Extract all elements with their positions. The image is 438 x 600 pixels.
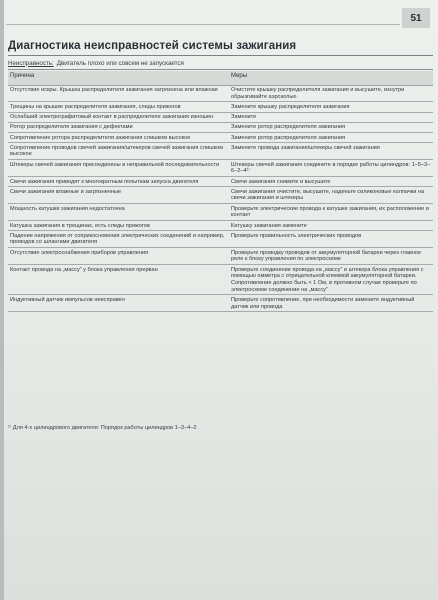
table-row <box>8 85 433 102</box>
measure-cell: Замените крышку распределителя зажигания <box>229 102 433 112</box>
fault-line <box>8 58 428 68</box>
page-number: 51 <box>402 8 430 28</box>
measure-cell: Катушку зажигания замените <box>229 221 433 231</box>
fault-label: Неисправность: <box>8 59 54 67</box>
table-row <box>8 295 433 312</box>
table-row <box>8 231 433 248</box>
fault-divider <box>8 69 433 70</box>
table-row <box>8 221 433 231</box>
column-header-cause: Причина <box>8 71 229 85</box>
cause-cell: Падение напряжения от соприкосновения электрических соединений и например, проводов со шлангами двигателя <box>8 231 229 248</box>
measure-cell: Замените провода зажигания/штекеры свечей зажигания <box>229 143 433 160</box>
cause-cell: Контакт провода на „массу“ у блока управления прерван <box>8 265 229 295</box>
table-row <box>8 265 433 295</box>
table-header-row <box>8 71 433 85</box>
table-row <box>8 204 433 221</box>
table-row <box>8 160 433 177</box>
fault-text: Двигатель плохо или совсем не запускается <box>56 59 184 67</box>
measure-cell: Очистите крышку распределителя зажигания и высушите, изнутри обрызгивайте аэрозолью <box>229 85 433 102</box>
cause-cell: Ротор распределителя зажигания с дефектами <box>8 122 229 132</box>
cause-cell: Мощность катушки зажигания недостаточна <box>8 204 229 221</box>
column-header-measures: Меры <box>229 71 433 85</box>
cause-cell: Катушка зажигания в трещинах, есть следы прижогов <box>8 221 229 231</box>
measure-cell: Свечи зажигания очистите, высушите, наденьте силиконовые колпачки на свечи зажигания и штекеры <box>229 187 433 204</box>
measure-cell: Проверьте соединение провода на „массу“ и штекера блока управления с помощью омметра с отрицательной клеммой аккумуляторной батареи. Сопротивление должно быть < 1 Ом, в противном случае проверьте по электросхеме соединение на „массу“ <box>229 265 433 295</box>
table-row <box>8 102 433 112</box>
measure-cell: Свечи зажигания снимите и высушите <box>229 177 433 187</box>
cause-cell: Ослабший электрографитовый контакт в распределителе зажигания изношен <box>8 112 229 122</box>
table-row <box>8 143 433 160</box>
table-row <box>8 248 433 265</box>
section-title: Диагностика неисправностей системы зажигания <box>8 40 297 52</box>
title-divider <box>8 55 433 56</box>
table-row <box>8 122 433 132</box>
measure-cell: Штекеры свечей зажигания соедините в порядке работы цилиндров: 1–5–3–6–2–4¹⁾ <box>229 160 433 177</box>
cause-cell: Сопротивление проводов свечей зажигания/штекеров свечей зажигания слишком высокое <box>8 143 229 160</box>
measure-cell: Проверьте электрические провода к катушке зажигания, их расположение и контакт <box>229 204 433 221</box>
cause-cell: Сопротивление ротора распределителя зажигания слишком высокое <box>8 133 229 143</box>
measure-cell: Проверьте проводку проводов от аккумуляторной батареи через главное реле к блоку управления по электросхеме <box>229 248 433 265</box>
page-binding-edge <box>0 0 4 600</box>
cause-cell: Отсутствие электроснабжения приборов управления <box>8 248 229 265</box>
measure-cell: Замените <box>229 112 433 122</box>
footnote: ¹⁾ Для 4-х цилиндрового двигателя: Порядок работы цилиндров 1–3–4–2 <box>8 425 197 431</box>
measure-cell: Проверьте сопротивление, при необходимости замените индуктивный датчик или провода <box>229 295 433 312</box>
cause-cell: Свечи зажигания приводят к многократным попыткам запуска двигателя <box>8 177 229 187</box>
measure-cell: Проверьте правильность электрических проводов <box>229 231 433 248</box>
cause-cell: Свечи зажигания влажные и загрязненные <box>8 187 229 204</box>
cause-cell: Трещины на крышке распределителя зажигания, следы прижогов <box>8 102 229 112</box>
measure-cell: Замените ротор распределителя зажигания <box>229 133 433 143</box>
table-row <box>8 112 433 122</box>
cause-cell: Индуктивный датчик импульсов неисправен <box>8 295 229 312</box>
diagnostics-table <box>8 71 433 312</box>
header-rule <box>6 24 400 25</box>
table-row <box>8 177 433 187</box>
table-row <box>8 187 433 204</box>
table-row <box>8 133 433 143</box>
cause-cell: Штекеры свечей зажигания присоединены в неправильной последовательности <box>8 160 229 177</box>
cause-cell: Отсутствие искры. Крышка распределителя зажигания загрязнена или влажная <box>8 85 229 102</box>
measure-cell: Замените ротор распределителя зажигания <box>229 122 433 132</box>
